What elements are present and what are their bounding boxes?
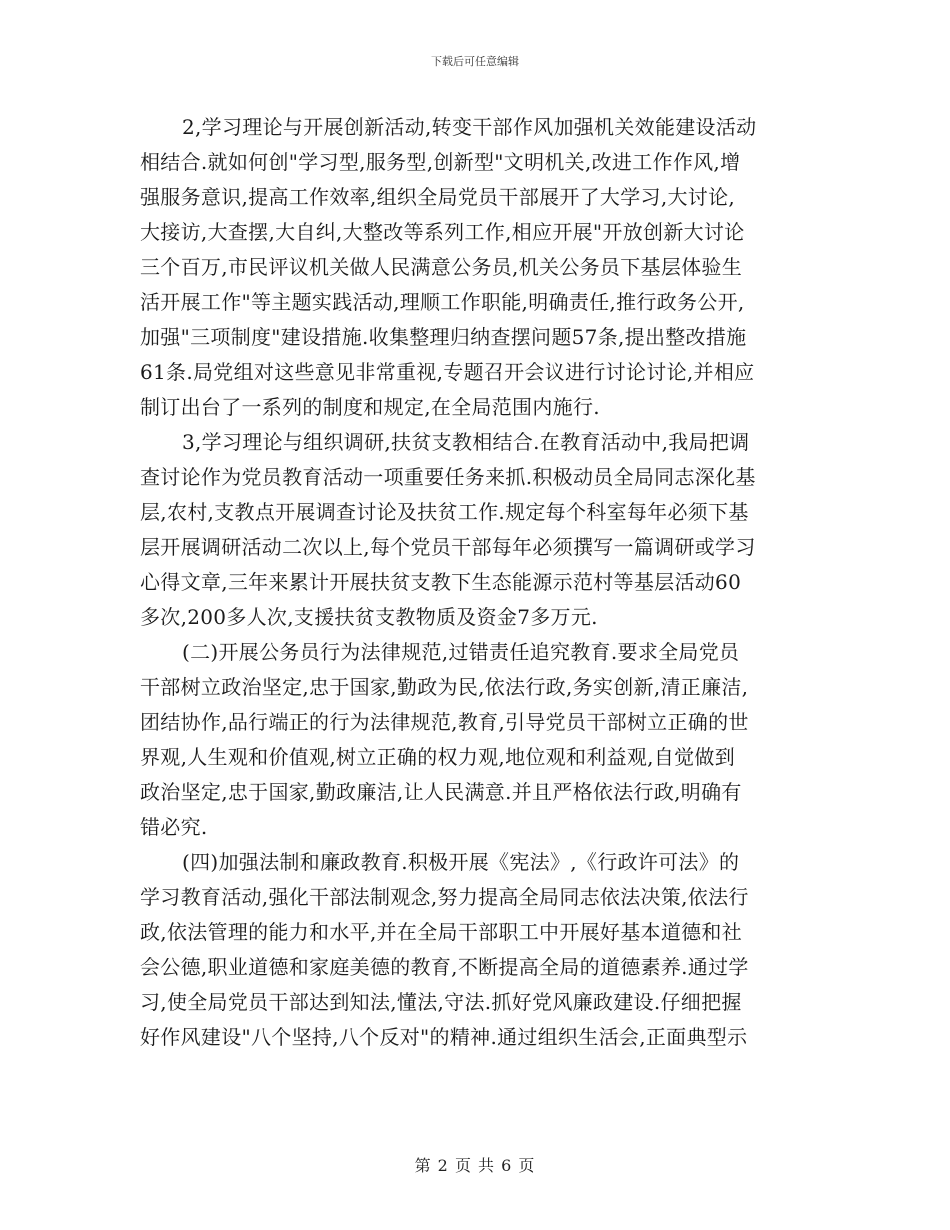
paragraph-line: 好作风建设"八个坚持,八个反对"的精神.通过组织生活会,正面典型示 [140,1025,748,1049]
paragraph-line: 多次,200多人次,支援扶贫支教物质及资金7多万元. [140,605,598,629]
paragraph-line: (四)加强法制和廉政教育.积极开展《宪法》,《行政许可法》的 [182,850,740,874]
page-header: 下载后可任意编辑 [431,55,519,68]
paragraph-line: 查讨论作为党员教育活动一项重要任务来抓.积极动员全局同志深化基 [140,465,756,489]
paragraph-line: (二)开展公务员行为法律规范,过错责任追究教育.要求全局党员 [182,640,740,664]
paragraph-line: 活开展工作"等主题实践活动,理顺工作职能,明确责任,推行政务公开, [140,290,745,314]
paragraph-line: 界观,人生观和价值观,树立正确的权力观,地位观和利益观,自觉做到 [140,745,736,769]
paragraph-line: 强服务意识,提高工作效率,组织全局党员干部展开了大学习,大讨论, [140,185,736,209]
paragraph-line: 团结协作,品行端正的行为法律规范,教育,引导党员干部树立正确的世 [140,710,749,734]
paragraph-line: 错必究. [140,815,208,839]
paragraph-line: 层开展调研活动二次以上,每个党员干部每年必须撰写一篇调研或学习 [140,535,756,559]
paragraph-line: 心得文章,三年来累计开展扶贫支教下生态能源示范村等基层活动60 [140,570,742,594]
paragraph-line: 大接访,大查摆,大自纠,大整改等系列工作,相应开展"开放创新大讨论 [140,220,745,244]
paragraph-line: 干部树立政治坚定,忠于国家,勤政为民,依法行政,务实创新,清正廉洁, [140,675,749,699]
paragraph-line: 加强"三项制度"建设措施.收集整理归纳查摆问题57条,提出整改措施 [140,325,747,349]
paragraph-line: 政治坚定,忠于国家,勤政廉洁,让人民满意.并且严格依法行政,明确有 [140,780,742,804]
paragraph-line: 3,学习理论与组织调研,扶贫支教相结合.在教育活动中,我局把调 [182,430,750,454]
paragraph-line: 相结合.就如何创"学习型,服务型,创新型"文明机关,改进工作作风,增 [140,150,741,174]
paragraph-line: 制订出台了一系列的制度和规定,在全局范围内施行. [140,395,600,419]
paragraph-line: 61条.局党组对这些意见非常重视,专题召开会议进行讨论讨论,并相应 [140,360,755,384]
paragraph-line: 会公德,职业道德和家庭美德的教育,不断提高全局的道德素养.通过学 [140,955,749,979]
paragraph-line: 学习教育活动,强化干部法制观念,努力提高全局同志依法决策,依法行 [140,885,749,909]
paragraph-line: 2,学习理论与开展创新活动,转变干部作风加强机关效能建设活动 [182,115,757,139]
paragraph-line: 层,农村,支教点开展调查讨论及扶贫工作.规定每个科室每年必须下基 [140,500,749,524]
paragraph-line: 政,依法管理的能力和水平,并在全局干部职工中开展好基本道德和社 [140,920,743,944]
paragraph-line: 习,使全局党员干部达到知法,懂法,守法.抓好党风廉政建设.仔细把握 [140,990,742,1014]
document-body [140,110,820,1055]
paragraph-line: 三个百万,市民评议机关做人民满意公务员,机关公务员下基层体验生 [140,255,743,279]
page-footer: 第 2 页 共 6 页 [414,1156,536,1175]
